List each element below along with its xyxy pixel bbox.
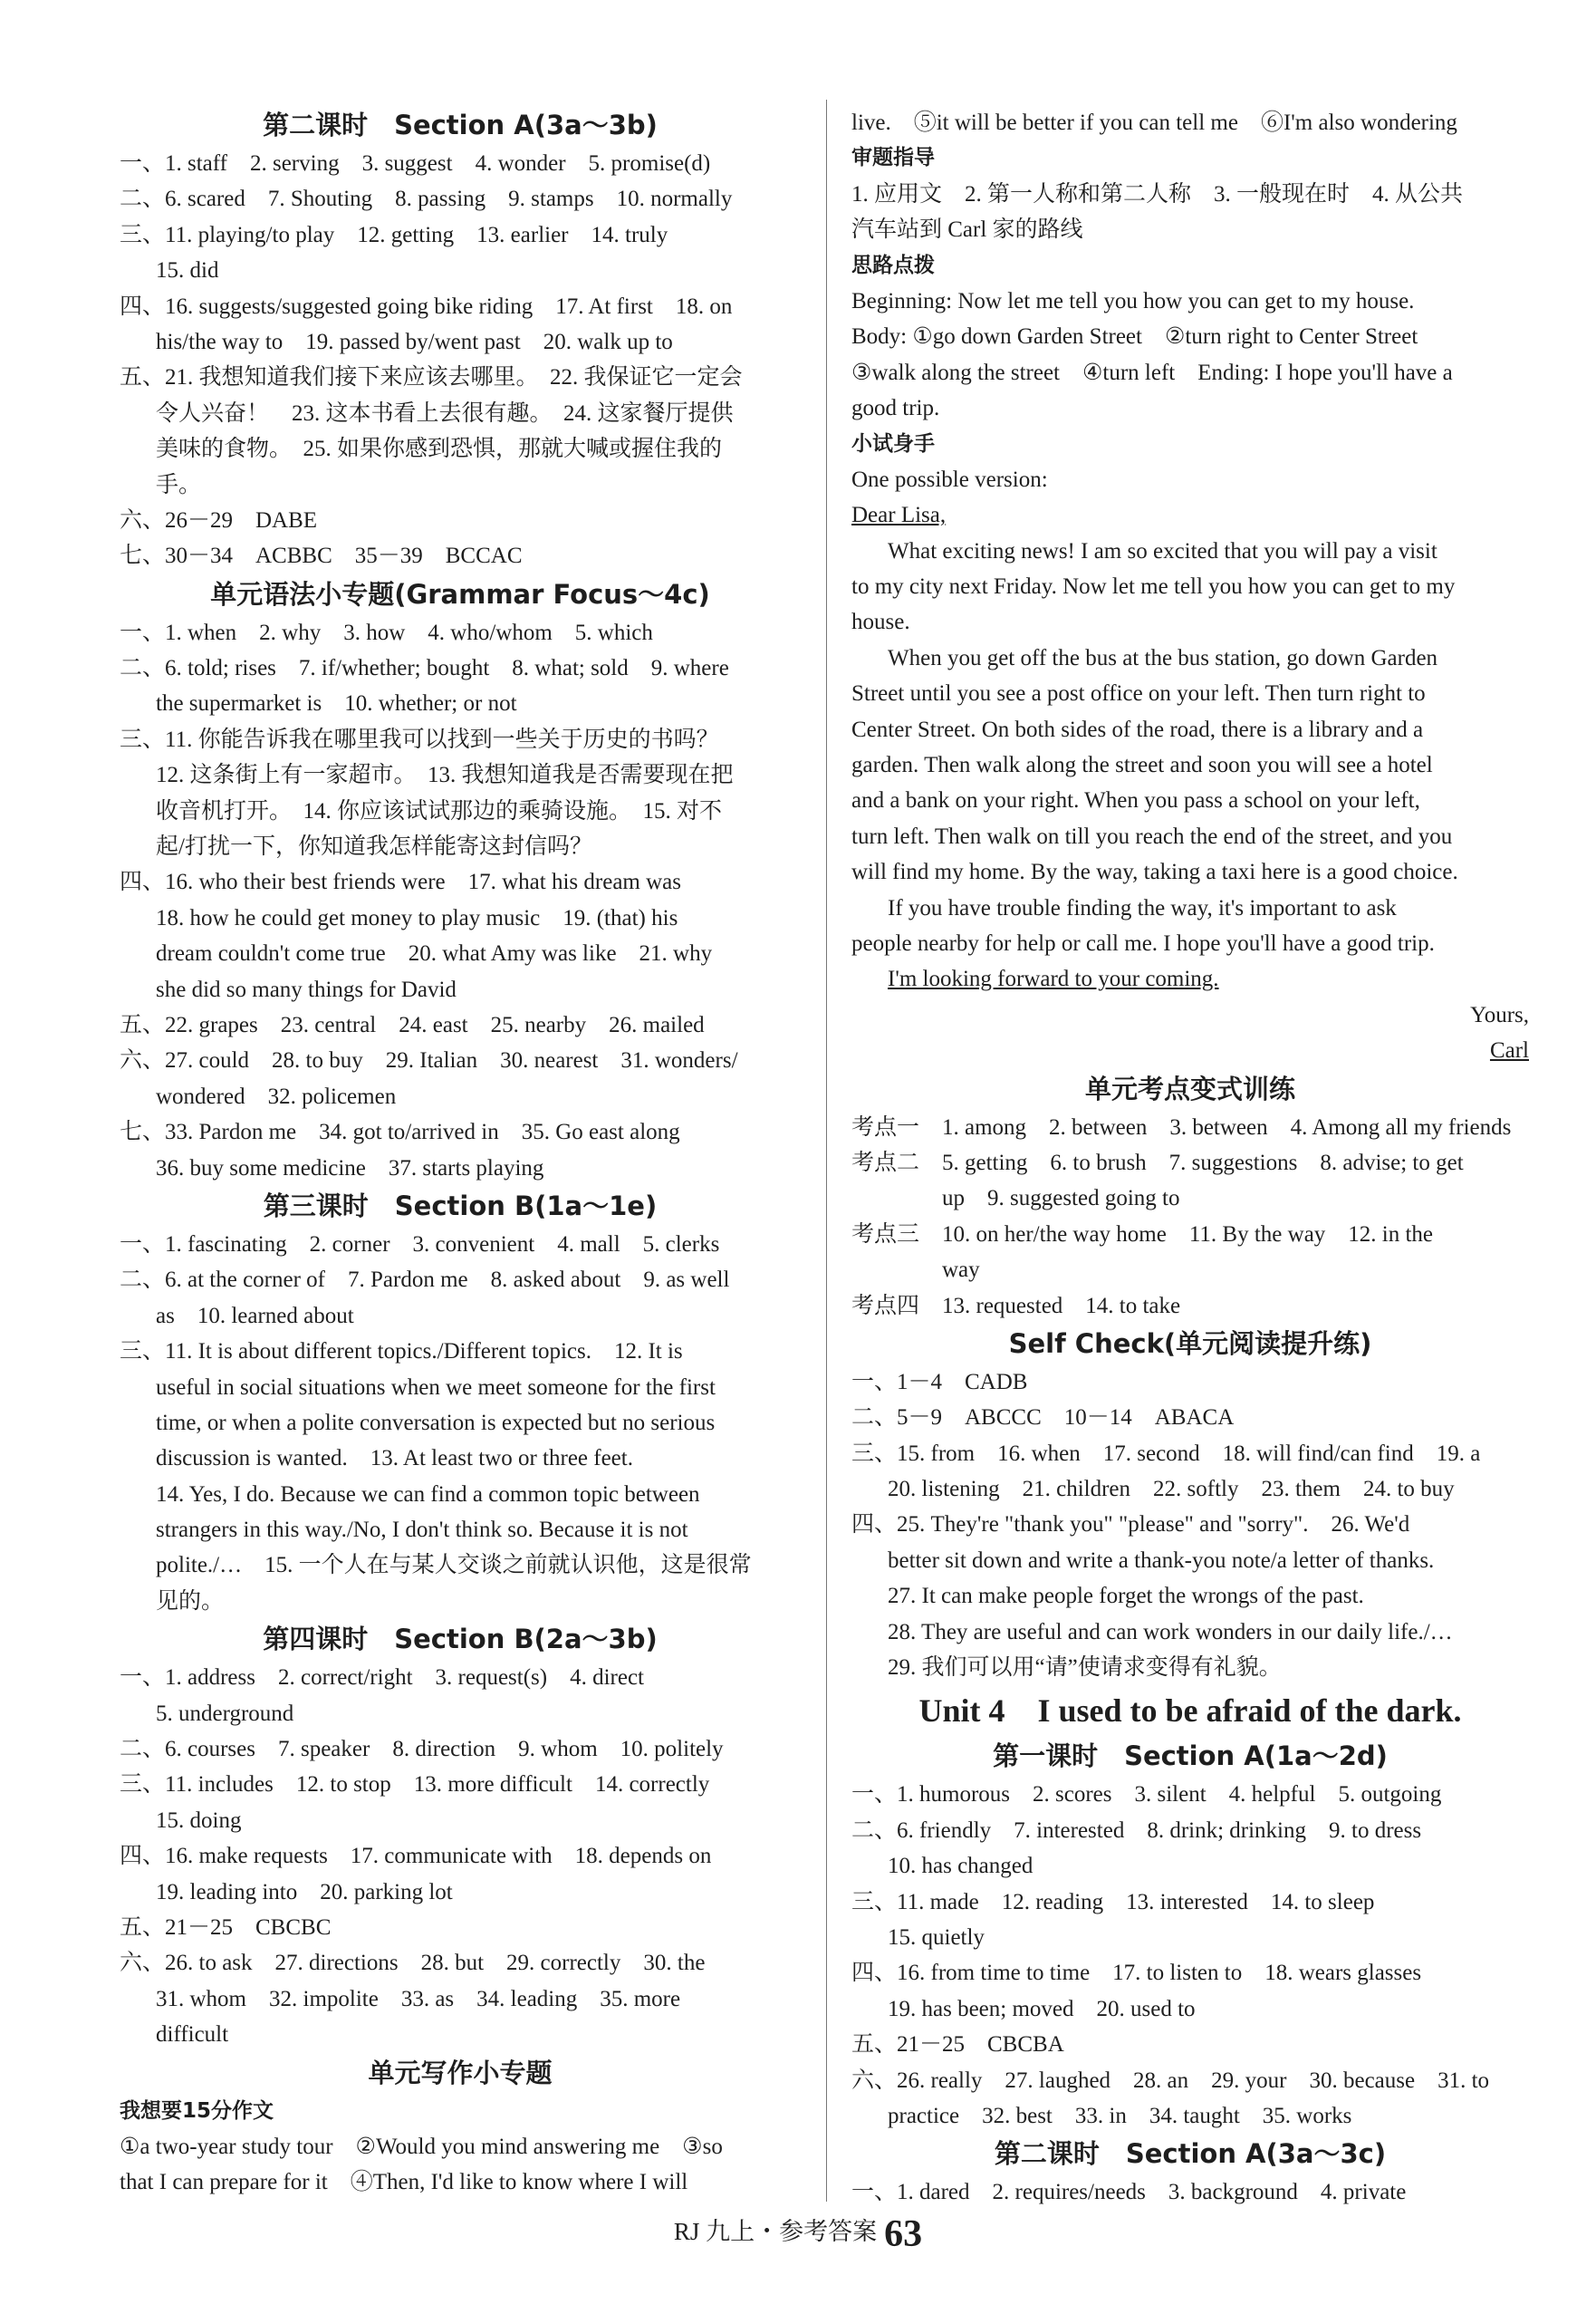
text-line-text: Street until you see a post office on your left. Then turn right to xyxy=(851,681,1426,707)
section-title-text: 单元写作小专题 xyxy=(368,2057,553,2088)
subsection-heading xyxy=(851,427,1529,462)
section-title-text: 第二课时 Section A(3a～3b) xyxy=(263,110,658,140)
text-line-text: 四、25. They're "thank you" "please" and "sorry". 26. We'd xyxy=(851,1512,1410,1538)
text-line-text: practice 32. best 33. in 34. taught 35. works xyxy=(888,2103,1352,2128)
text-line xyxy=(851,1991,1529,2027)
text-line-text: she did so many things for David xyxy=(156,977,457,1002)
text-line xyxy=(851,1578,1529,1614)
text-line-text: 5. underground xyxy=(156,1701,294,1726)
text-line-text: 四、16. from time to time 17. to listen to 18. wears glasses xyxy=(851,1961,1422,1986)
text-line xyxy=(120,1334,801,1369)
text-line-text: way xyxy=(851,1258,980,1283)
text-line-text: 1. 应用文 2. 第一人称和第二人称 3. 一般现在时 4. 从公共 xyxy=(851,181,1464,207)
text-line-text: 15. doing xyxy=(156,1808,242,1833)
text-line xyxy=(851,961,1529,997)
text-line xyxy=(120,1875,801,1910)
text-line xyxy=(851,534,1529,569)
section-title-text: 单元考点变式训练 xyxy=(1084,1073,1295,1104)
text-line xyxy=(120,1910,801,1945)
text-line-text: 19. leading into 20. parking lot xyxy=(156,1879,453,1904)
text-line-text: time, or when a polite conversation is expected but no serious xyxy=(156,1410,716,1435)
text-line xyxy=(120,431,801,467)
text-line xyxy=(851,319,1529,354)
text-line xyxy=(851,926,1529,961)
text-line-text: 一、1. address 2. correct/right 3. request(s) 4. direct xyxy=(120,1665,645,1691)
text-line xyxy=(120,1584,801,1619)
text-line-text: 18. how he could get money to play music 19. (that) his xyxy=(156,905,678,930)
text-line-text: Dear Lisa, xyxy=(851,503,947,528)
page-number: 63 xyxy=(884,2212,923,2255)
text-line-text: 29. 我们可以用“请”使请求变得有礼貌。 xyxy=(888,1655,1282,1681)
text-line-text: will find my home. By the way, taking a taxi here is a good choice. xyxy=(851,860,1458,885)
text-line xyxy=(120,1441,801,1476)
text-line-text: 美味的食物。 25. 如果你感到恐惧，那就大喊或握住我的 xyxy=(156,437,723,462)
text-line xyxy=(120,794,801,829)
text-line-text: 考点三 10. on her/the way home 11. By the way 12. in the xyxy=(851,1221,1434,1247)
text-line xyxy=(851,1813,1529,1848)
section-title xyxy=(851,1736,1529,1777)
text-line xyxy=(851,1848,1529,1884)
text-line xyxy=(120,1731,801,1767)
text-line-text: to my city next Friday. Now let me tell you how you can get to my xyxy=(851,574,1456,600)
text-line xyxy=(120,217,801,253)
column-divider xyxy=(826,100,827,2202)
text-line xyxy=(851,1033,1529,1068)
text-line xyxy=(851,1650,1529,1685)
text-line-text: 三、11. It is about different topics./Different topics. 12. It is xyxy=(120,1339,683,1364)
text-line-text: 二、6. scared 7. Shouting 8. passing 9. stamps 10. normally xyxy=(120,187,733,212)
subsection-heading-text: 小试身手 xyxy=(851,431,935,456)
text-line xyxy=(120,324,801,360)
text-line-text: 28. They are useful and can work wonders in our daily life./… xyxy=(888,1619,1453,1644)
text-line xyxy=(851,998,1529,1033)
text-line-text: 一、1－4 CADB xyxy=(851,1369,1028,1394)
text-line xyxy=(120,1007,801,1043)
text-line xyxy=(120,1298,801,1334)
section-title-text: 第二课时 Section A(3a～3c) xyxy=(994,2138,1387,2170)
text-line-text: 五、21－25 CBCBA xyxy=(851,2032,1064,2058)
text-line-text: Body: ①go down Garden Street ②turn right to Center Street xyxy=(851,324,1418,350)
text-line xyxy=(851,1110,1529,1145)
text-line-text: garden. Then walk along the street and soon you will see a hotel xyxy=(851,753,1433,778)
text-line xyxy=(851,747,1529,783)
text-line-text: 10. has changed xyxy=(888,1854,1034,1879)
right-column xyxy=(851,105,1529,2211)
text-line xyxy=(851,2063,1529,2098)
text-line xyxy=(851,1507,1529,1542)
text-line-text: 考点四 13. requested 14. to take xyxy=(851,1293,1181,1318)
text-line-text: 一、1. humorous 2. scores 3. silent 4. helpful 5. outgoing xyxy=(851,1782,1442,1808)
text-line-text: that I can prepare for it ④Then, I'd like to know where I will xyxy=(120,2170,688,2195)
section-title-text: 第三课时 Section B(1a～1e) xyxy=(263,1190,658,1221)
text-line xyxy=(120,1227,801,1262)
text-line xyxy=(851,569,1529,604)
text-line xyxy=(851,462,1529,497)
text-line xyxy=(120,360,801,395)
text-line xyxy=(120,936,801,971)
text-line-text: discussion is wanted. 13. At least two or three feet. xyxy=(156,1446,633,1471)
left-column xyxy=(120,105,801,2201)
text-line-text: 五、21－25 CBCBC xyxy=(120,1914,332,1940)
text-line xyxy=(120,972,801,1007)
subsection-heading-text: 思路点拨 xyxy=(851,253,935,277)
text-line-text: 19. has been; moved 20. used to xyxy=(888,1996,1196,2021)
text-line-text: wondered 32. policemen xyxy=(156,1084,397,1109)
text-line-text: ③walk along the street ④turn left Ending: I hope you'll have a xyxy=(851,360,1453,385)
text-line-text: 14. Yes, I do. Because we can find a common topic between xyxy=(156,1481,700,1507)
text-line-text: 三、11. includes 12. to stop 13. more difficult 14. correctly xyxy=(120,1772,710,1798)
text-line xyxy=(851,1181,1529,1216)
text-line-text: dream couldn't come true 20. what Amy was like 21. why xyxy=(156,941,713,967)
text-line xyxy=(120,651,801,686)
text-line xyxy=(851,2098,1529,2134)
text-line xyxy=(851,641,1529,676)
text-line-text: Carl xyxy=(1489,1038,1529,1064)
text-line xyxy=(851,783,1529,818)
page-footer xyxy=(0,2209,1596,2257)
text-line xyxy=(120,1512,801,1547)
text-line-text: 15. did xyxy=(156,258,219,284)
text-line xyxy=(851,676,1529,711)
text-line xyxy=(851,177,1529,212)
text-line-text: 一、1. when 2. why 3. how 4. who/whom 5. which xyxy=(120,620,653,645)
text-line-text: 七、30－34 ACBBC 35－39 BCCAC xyxy=(120,544,523,569)
text-line xyxy=(851,2027,1529,2062)
text-line xyxy=(851,497,1529,533)
subsection-heading xyxy=(851,140,1529,176)
text-line-text: If you have trouble finding the way, it's important to ask xyxy=(888,895,1397,921)
text-line xyxy=(120,1079,801,1114)
text-line xyxy=(851,1955,1529,1991)
text-line-text: 三、11. made 12. reading 13. interested 14. to sleep xyxy=(851,1889,1375,1914)
text-line-text: people nearby for help or call me. I hope you'll have a good trip. xyxy=(851,930,1435,956)
text-line-text: What exciting news! I am so excited that you will pay a visit xyxy=(888,538,1437,564)
text-line xyxy=(851,891,1529,926)
text-line-text: 见的。 xyxy=(156,1588,225,1614)
text-line-text: 15. quietly xyxy=(888,1924,985,1950)
text-line xyxy=(851,284,1529,319)
text-line-text: 考点二 5. getting 6. to brush 7. suggestions 8. advise; to get xyxy=(851,1150,1464,1175)
text-line-text: 六、27. could 28. to buy 29. Italian 30. nearest 31. wonders/ xyxy=(120,1048,738,1074)
text-line-text: house. xyxy=(851,610,910,635)
text-line xyxy=(851,212,1529,247)
text-line xyxy=(120,503,801,538)
section-title xyxy=(120,1186,801,1227)
text-line xyxy=(120,1547,801,1583)
text-line-text: Yours, xyxy=(1470,1002,1529,1027)
text-line-text: difficult xyxy=(156,2022,229,2048)
text-line xyxy=(851,854,1529,890)
text-line xyxy=(120,722,801,757)
text-line-text: as 10. learned about xyxy=(156,1303,354,1328)
text-line xyxy=(851,1777,1529,1812)
text-line-text: 手。 xyxy=(156,472,202,497)
text-line-text: 收音机打开。 14. 你应该试试那边的乘骑设施。 15. 对不 xyxy=(156,798,723,824)
text-line xyxy=(851,1288,1529,1324)
footer-label: RJ 九上・参考答案 xyxy=(673,2218,878,2245)
text-line-text: 四、16. make requests 17. communicate with 18. depends on xyxy=(120,1844,712,1869)
text-line xyxy=(120,1370,801,1405)
text-line xyxy=(120,757,801,793)
text-line xyxy=(851,712,1529,747)
text-line xyxy=(120,1043,801,1078)
text-line xyxy=(851,1400,1529,1435)
text-line-text: 七、33. Pardon me 34. got to/arrived in 35. Go east along xyxy=(120,1120,680,1145)
subsection-heading-text: 审题指导 xyxy=(851,146,935,170)
text-line xyxy=(120,289,801,324)
text-line xyxy=(851,105,1529,140)
text-line-text: 二、6. at the corner of 7. Pardon me 8. asked about 9. as well xyxy=(120,1268,730,1293)
text-line xyxy=(851,1885,1529,1920)
text-line xyxy=(120,1696,801,1731)
text-line xyxy=(120,146,801,181)
text-line xyxy=(851,1217,1529,1252)
section-title xyxy=(120,1619,801,1660)
text-line-text: 六、26. to ask 27. directions 28. but 29. correctly 30. the xyxy=(120,1951,706,1976)
text-line-text: his/the way to 19. passed by/went past 20. walk up to xyxy=(156,329,673,354)
text-line xyxy=(120,1114,801,1150)
text-line xyxy=(120,1405,801,1441)
text-line-text: 27. It can make people forget the wrongs of the past. xyxy=(888,1584,1364,1609)
unit-title xyxy=(851,1685,1529,1736)
text-line xyxy=(120,253,801,288)
section-title-text: 单元语法小专题(Grammar Focus～4c) xyxy=(210,578,710,610)
text-line-text: 12. 这条街上有一家超市。 13. 我想知道我是否需要现在把 xyxy=(156,763,734,788)
text-line-text: 20. listening 21. children 22. softly 23. them 24. to buy xyxy=(888,1477,1455,1502)
text-line xyxy=(120,2164,801,2200)
section-title xyxy=(851,1069,1529,1110)
section-title-text: 第一课时 Section A(1a～2d) xyxy=(993,1740,1388,1772)
text-line xyxy=(120,1981,801,2017)
text-line xyxy=(120,538,801,574)
text-line xyxy=(851,1436,1529,1471)
text-line xyxy=(120,901,801,936)
text-line-text: strangers in this way./No, I don't think so. Because it is not xyxy=(156,1518,688,1543)
text-line xyxy=(851,1364,1529,1400)
text-line-text: When you get off the bus at the bus station, go down Garden xyxy=(888,645,1438,670)
subsection-heading xyxy=(851,248,1529,284)
text-line xyxy=(120,1767,801,1802)
text-line-text: 二、6. courses 7. speaker 8. direction 9. whom 10. politely xyxy=(120,1737,724,1762)
text-line-text: 一、1. dared 2. requires/needs 3. background 4. private xyxy=(851,2180,1407,2205)
section-title xyxy=(120,105,801,146)
text-line-text: 一、1. staff 2. serving 3. suggest 4. wonder 5. promise(d) xyxy=(120,151,711,176)
text-line xyxy=(120,1477,801,1512)
text-line-text: and a bank on your right. When you pass a school on your left, xyxy=(851,788,1420,814)
text-line xyxy=(120,2017,801,2052)
text-line-text: 三、11. 你能告诉我在哪里我可以找到一些关于历史的书吗？ xyxy=(120,727,719,752)
text-line-text: 二、5－9 ABCCC 10－14 ABACA xyxy=(851,1405,1235,1431)
text-line-text: live. ⑤it will be better if you can tell me ⑥I'm also wondering xyxy=(851,111,1457,135)
text-line-text: 36. buy some medicine 37. starts playing xyxy=(156,1155,544,1181)
text-line xyxy=(120,1945,801,1981)
text-line xyxy=(120,1151,801,1186)
text-line-text: ①a two-year study tour ②Would you mind answering me ③so xyxy=(120,2134,723,2159)
subsection-heading-text: 我想要15分作文 xyxy=(120,2098,274,2123)
text-line-text: 三、15. from 16. when 17. second 18. will find/can find 19. a xyxy=(851,1441,1481,1466)
text-line-text: Beginning: Now let me tell you how you can get to my house. xyxy=(851,288,1415,313)
text-line xyxy=(120,1262,801,1297)
text-line-text: 四、16. suggests/suggested going bike riding 17. At first 18. on xyxy=(120,294,733,319)
text-line xyxy=(851,1543,1529,1578)
text-line-text: 令人兴奋！ 23. 这本书看上去很有趣。 24. 这家餐厅提供 xyxy=(156,400,734,426)
text-line-text: 二、6. friendly 7. interested 8. drink; drinking 9. to dress xyxy=(851,1817,1422,1843)
text-line xyxy=(120,686,801,721)
text-line-text: 五、21. 我想知道我们接下来应该去哪里。 22. 我保证它一定会 xyxy=(120,365,743,390)
text-line-text: 起/打扰一下，你知道我怎样能寄这封信吗？ xyxy=(156,834,592,860)
text-line-text: 一、1. fascinating 2. corner 3. convenient 4. mall 5. clerks xyxy=(120,1231,720,1257)
text-line-text: 四、16. who their best friends were 17. what his dream was xyxy=(120,870,681,895)
text-line xyxy=(120,468,801,503)
section-title xyxy=(851,2134,1529,2174)
text-line-text: 考点一 1. among 2. between 3. between 4. Among all my friends xyxy=(851,1114,1512,1140)
section-title xyxy=(851,1324,1529,1364)
text-line xyxy=(851,390,1529,426)
text-line-text: 汽车站到 Carl 家的路线 xyxy=(851,217,1083,243)
text-line xyxy=(851,1252,1529,1287)
text-line xyxy=(120,615,801,651)
text-line-text: 二、6. told; rises 7. if/whether; bought 8. what; sold 9. where xyxy=(120,656,729,681)
text-line-text: useful in social situations when we meet someone for the first xyxy=(156,1374,716,1400)
text-line xyxy=(851,1615,1529,1650)
text-line-text: up 9. suggested going to xyxy=(851,1186,1180,1211)
text-line xyxy=(120,1838,801,1874)
text-line xyxy=(851,604,1529,640)
text-line-text: 三、11. playing/to play 12. getting 13. earlier 14. truly xyxy=(120,222,668,247)
text-line xyxy=(120,829,801,864)
text-line-text: the supermarket is 10. whether; or not xyxy=(156,691,517,717)
text-line xyxy=(851,1920,1529,1955)
text-line xyxy=(851,819,1529,854)
section-title xyxy=(120,2053,801,2094)
section-title-text: 第四课时 Section B(2a～3b) xyxy=(263,1624,658,1655)
text-line-text: better sit down and write a thank-you note/a letter of thanks. xyxy=(888,1547,1435,1573)
text-line xyxy=(851,355,1529,390)
text-line-text: good trip. xyxy=(851,396,940,421)
text-line-text: 六、26. really 27. laughed 28. an 29. your 30. because 31. to xyxy=(851,2068,1490,2093)
text-line-text: turn left. Then walk on till you reach the end of the street, and you xyxy=(851,824,1453,849)
text-line xyxy=(851,2174,1529,2210)
text-line-text: One possible version: xyxy=(851,467,1048,492)
text-line xyxy=(851,1471,1529,1507)
unit-title-text: Unit 4 I used to be afraid of the dark. xyxy=(918,1692,1462,1730)
subsection-heading xyxy=(120,2094,801,2129)
text-line xyxy=(120,864,801,900)
section-title xyxy=(120,574,801,615)
text-line-text: polite./… 15. 一个人在与某人交谈之前就认识他，这是很常 xyxy=(156,1553,752,1578)
text-line xyxy=(851,1145,1529,1181)
text-line xyxy=(120,396,801,431)
text-line-text: I'm looking forward to your coming. xyxy=(888,967,1219,992)
text-line-text: 六、26－29 DABE xyxy=(120,507,318,533)
text-line xyxy=(120,181,801,217)
section-title-text: Self Check(单元阅读提升练) xyxy=(1008,1327,1372,1359)
text-line xyxy=(120,2129,801,2164)
text-line-text: 五、22. grapes 23. central 24. east 25. nearby 26. mailed xyxy=(120,1012,705,1037)
text-line xyxy=(120,1660,801,1695)
text-line-text: Center Street. On both sides of the road, there is a library and a xyxy=(851,717,1424,742)
text-line-text: 31. whom 32. impolite 33. as 34. leading 35. more xyxy=(156,1986,681,2011)
text-line xyxy=(120,1803,801,1838)
